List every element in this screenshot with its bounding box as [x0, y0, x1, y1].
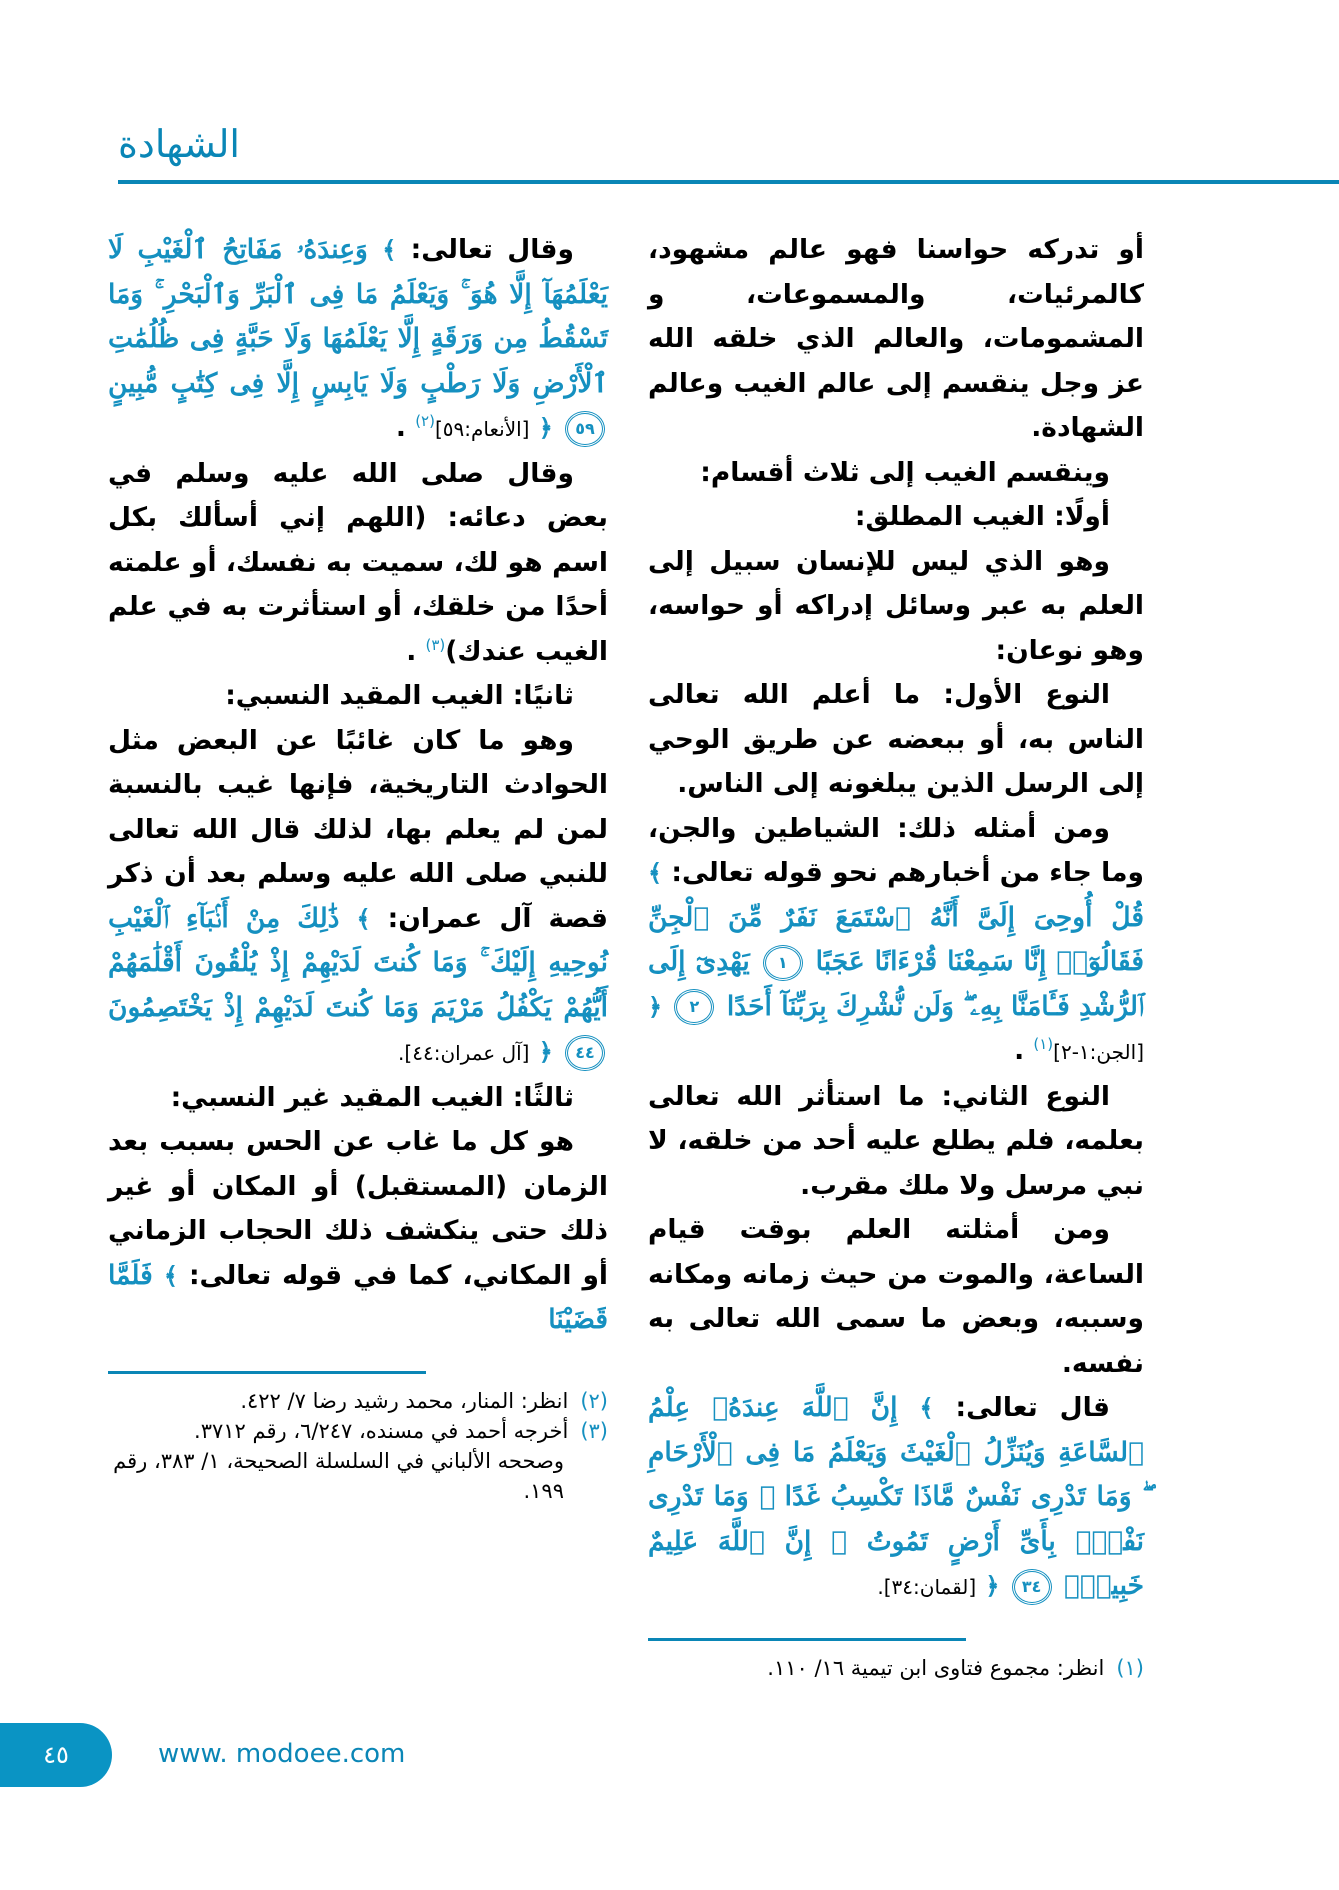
footnotes-right: [648, 1653, 1144, 1683]
footnote-marker[interactable]: (٣): [425, 635, 446, 654]
verse-open-bracket: ﴾: [919, 1394, 934, 1422]
section-heading: أولًا: الغيب المطلق:: [854, 501, 1110, 532]
footnote-divider: [648, 1638, 966, 1641]
two-column-body: [0, 228, 1339, 1683]
paragraph: ومن أمثله ذلك: الشياطين والجن، وما جاء من أخبارهم نحو قوله تعالى: ﴾ قُلْ أُوحِىَ إِلَىَّ أَنَّهُ ٱسْتَمَعَ نَفَرٌ مِّنَ ٱلْجِنِّ فَقَالُوٓا۟ إِنَّا سَمِعْنَا قُرْءَانًا عَجَبًا ١ يَهْدِىٓ إِلَى ٱلرُّشْدِ فَـَٔامَنَّا بِهِۦ ۖ وَلَن نُّشْرِكَ بِرَبِّنَآ أَحَدًا ٢ ﴿ [الجن:١-٢]$^{(١)}$ .: [648, 812, 1145, 1066]
running-header: [0, 0, 1339, 228]
quran-verse: ذَٰلِكَ مِنْ أَنۢبَآءِ ٱلْغَيْبِ نُوحِيهِ إِلَيْكَ ۚ وَمَا كُنتَ لَدَيْهِمْ إِذْ يُلْقُونَ أَقْلَٰمَهُمْ أَيُّهُمْ يَكْفُلُ مَرْيَمَ وَمَا كُنتَ لَدَيْهِمْ إِذْ يَخْتَصِمُونَ: [108, 902, 608, 1023]
verse-reference: [الجن:١-٢]: [1053, 1040, 1144, 1064]
verse-close-bracket: ﴿: [648, 992, 663, 1021]
quran-verse: يَهْدِىٓ إِلَى ٱلرُّشْدِ فَـَٔامَنَّا بِهِۦ ۖ وَلَن نُّشْرِكَ بِرَبِّنَآ أَحَدًا: [648, 946, 1145, 1022]
paragraph: [108, 719, 608, 1076]
footnotes-left-area: [108, 1371, 608, 1506]
quran-verse: قُلْ أُوحِىَ إِلَىَّ أَنَّهُ ٱسْتَمَعَ نَفَرٌ مِّنَ ٱلْجِنِّ فَقَالُوٓا۟ إِنَّا سَمِعْنَا قُرْءَانًا عَجَبًا: [648, 901, 1144, 977]
paragraph-text: هو كل ما غاب عن الحس بسبب بعد الزمان (المستقبل) أو المكان أو غير ذلك حتى ينكشف ذلك الحجاب الزماني أو المكاني، كما في قوله تعالى:: [108, 1126, 609, 1291]
verse-open-bracket: ﴾: [163, 1261, 178, 1290]
footnote-number: (٢): [580, 1388, 608, 1413]
footnote-text: انظر: المنار، محمد رشيد رضا ٧/ ٤٢٢.: [240, 1388, 569, 1413]
website-link[interactable]: www. modoee.com: [158, 1738, 406, 1769]
paragraph: النوع الأول: ما أعلم الله تعالى الناس به، أو ببعضه عن طريق الوحي إلى الرسل الذين يبلغونه إلى الناس.: [648, 679, 1144, 799]
paragraph: وينقسم الغيب إلى ثلاث أقسام:: [700, 456, 1110, 488]
footnote-text: انظر: مجموع فتاوى ابن تيمية ١٦/ ١١٠.: [767, 1655, 1105, 1680]
verse-close-bracket: ﴿: [538, 414, 553, 442]
footnote-number: (٣): [580, 1418, 608, 1443]
footnote: [108, 1386, 608, 1416]
hadith-text: وقال صلى الله عليه وسلم في بعض دعائه: (اللهم إني أسألك بكل اسم هو لك، سميت به نفسك، أو علمته أحدًا من خلقك، أو استأثرت به في علم الغيب عندك): [108, 457, 608, 667]
verse-open-bracket: ﴾: [382, 236, 397, 264]
ayah-number-icon: ٢: [674, 989, 714, 1025]
ayah-number-icon: ٣٤: [1012, 1569, 1052, 1605]
verse-reference: [لقمان:٣٤].: [877, 1575, 977, 1599]
right-column: [648, 228, 1144, 1683]
verse-close-bracket: ﴿: [538, 1038, 553, 1066]
paragraph-text: وهو ما كان غائبًا عن البعض مثل الحوادث التاريخية، فإنها غيب بالنسبة لمن لم يعلم بها، لذلك قال الله تعالى للنبي صلى الله عليه وسلم بعد أن ذكر قصة آل عمران:: [108, 724, 609, 934]
footnote-text: أخرجه أحمد في مسنده، ٦/٢٤٧، رقم ٣٧١٢.: [194, 1418, 569, 1443]
paragraph: [648, 1386, 1144, 1610]
verse-close-bracket: ﴿: [985, 1572, 1000, 1600]
paragraph: ومن أمثلته العلم بوقت قيام الساعة، والموت من حيث زمانه ومكانه وسببه، وبعض ما سمى الله تعالى به نفسه.: [648, 1214, 1144, 1379]
footnote-marker[interactable]: (٢): [415, 412, 435, 431]
footnote-divider: [108, 1371, 426, 1374]
quran-verse: فَلَمَّا قَضَيْنَا: [108, 1259, 608, 1335]
page-footer: [0, 1713, 1339, 1823]
paragraph: أو تدركه حواسنا فهو عالم مشهود، كالمرئيات، والمسموعات، و المشمومات، والعالم الذي خلقه الله عز وجل ينقسم إلى عالم الغيب وعالم الشهادة.: [648, 234, 1144, 443]
header-divider: [118, 180, 1339, 184]
paragraph: وهو الذي ليس للإنسان سبيل إلى العلم به عبر وسائل إدراكه أو حواسه، وهو نوعان:: [648, 545, 1144, 666]
footnote: [108, 1416, 608, 1446]
section-heading: ثالثًا: الغيب المقيد غير النسبي:: [170, 1081, 574, 1113]
verse-open-bracket: ﴾: [648, 859, 663, 887]
paragraph: [108, 1120, 608, 1343]
running-header-title: الشهادة: [118, 122, 240, 166]
section-heading: ثانيًا: الغيب المقيد النسبي:: [225, 680, 574, 711]
paragraph-text: ومن أمثله ذلك: الشياطين والجن، وما جاء من أخبارهم نحو قوله تعالى:: [648, 812, 1144, 888]
paragraph-text: قال تعالى:: [955, 1392, 1110, 1423]
paragraph: النوع الثاني: ما استأثر الله تعالى بعلمه، فلم يطلع عليه أحد من خلقه، لا نبي مرسل ولا ملك مقرب.: [648, 1080, 1144, 1201]
footnotes-left: [108, 1386, 608, 1506]
paragraph: وقال تعالى: ﴾ وَعِندَهُۥ مَفَاتِحُ ٱلْغَيْبِ لَا يَعْلَمُهَآ إِلَّا هُوَ ۚ وَيَعْلَمُ مَا فِى ٱلْبَرِّ وَٱلْبَحْرِ ۚ وَمَا تَسْقُطُ مِن وَرَقَةٍ إِلَّا يَعْلَمُهَا وَلَا حَبَّةٍ فِى ظُلُمَٰتِ ٱلْأَرْضِ وَلَا رَطْبٍ وَلَا يَابِسٍ إِلَّا فِى كِتَٰبٍ مُّبِينٍ ٥٩ ﴿ [الأنعام:٥٩]$^{(٢)}$ .: [108, 228, 608, 452]
footnotes-right-area: [648, 1638, 1144, 1683]
paragraph-text: وقال تعالى:: [410, 234, 574, 265]
page-number-tab: [0, 1723, 112, 1787]
left-column: [108, 228, 608, 1506]
footnote-marker[interactable]: (١): [1033, 1035, 1054, 1054]
paragraph: وقال صلى الله عليه وسلم في بعض دعائه: (اللهم إني أسألك بكل اسم هو لك، سميت به نفسك، أو علمته أحدًا من خلقك، أو استأثرت به في علم الغيب عندك)$^{(٣)}$ .: [108, 457, 608, 667]
verse-reference: [الأنعام:٥٩]: [434, 417, 530, 441]
footnote: [648, 1653, 1144, 1683]
ayah-number-icon: ١: [763, 945, 803, 981]
verse-open-bracket: ﴾: [356, 904, 371, 933]
verse-reference: [آل عمران:٤٤].: [398, 1041, 530, 1065]
ayah-number-icon: ٤٤: [565, 1035, 605, 1071]
footnote-continuation: وصححه الألباني في السلسلة الصحيحة، ١/ ٣٨٣، رقم ١٩٩.: [113, 1448, 564, 1503]
page-number: ٤٥: [43, 1740, 69, 1769]
ayah-number-icon: ٥٩: [565, 411, 605, 447]
footnote-number: (١): [1116, 1655, 1144, 1680]
quran-verse: وَعِندَهُۥ مَفَاتِحُ ٱلْغَيْبِ لَا يَعْلَمُهَآ إِلَّا هُوَ ۚ وَيَعْلَمُ مَا فِى ٱلْبَرِّ وَٱلْبَحْرِ ۚ وَمَا تَسْقُطُ مِن وَرَقَةٍ إِلَّا يَعْلَمُهَا وَلَا حَبَّةٍ فِى ظُلُمَٰتِ ٱلْأَرْضِ وَلَا رَطْبٍ وَلَا يَابِسٍ إِلَّا فِى كِتَٰبٍ مُّبِينٍ: [108, 234, 608, 399]
quran-verse: إِنَّ ٱللَّهَ عِندَهُۥ عِلْمُ ٱلسَّاعَةِ وَيُنَزِّلُ ٱلْغَيْثَ وَيَعْلَمُ مَا فِى ٱلْأَرْحَامِ ۖ وَمَا تَدْرِى نَفْسٌ مَّاذَا تَكْسِبُ غَدًا ۖ وَمَا تَدْرِى نَفْسٌۢ بِأَىِّ أَرْضٍ تَمُوتُ ۚ إِنَّ ٱللَّهَ عَلِيمٌ خَبِيرٌۢ: [648, 1392, 1144, 1601]
